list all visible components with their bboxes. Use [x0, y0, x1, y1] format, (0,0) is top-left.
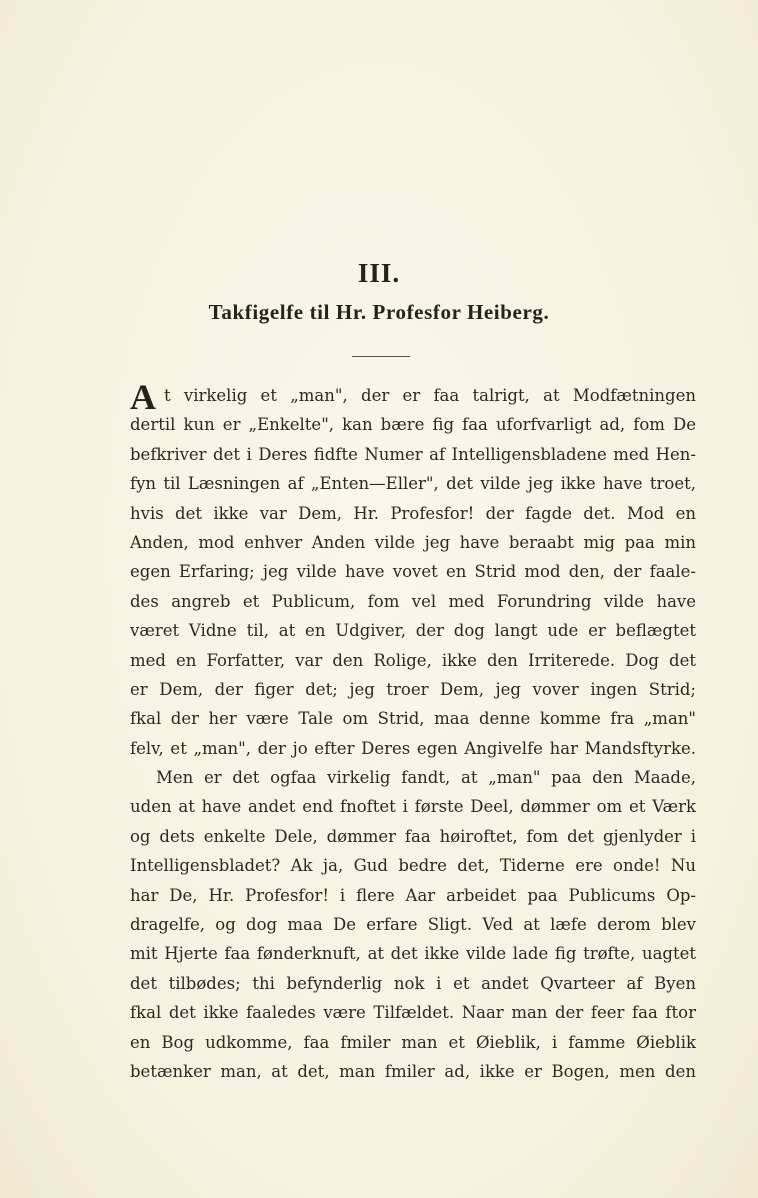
text-line: Anden, mod enhver Anden vilde jeg have beraabt mig paa min — [130, 532, 696, 552]
text-line: des angreb et Publicum, fom vel med Forundring vilde have — [130, 591, 696, 611]
text-line: fyn til Læsningen af „Enten—Eller", det vilde jeg ikke have troet, — [130, 474, 696, 494]
text-line: været Vidne til, at en Udgiver, der dog langt ude er beflægtet — [130, 621, 696, 641]
text-line: Intelligensbladet? Ak ja, Gud bedre det, Tiderne ere onde! Nu — [130, 856, 696, 876]
text-line-content: t virkelig et „man", der er faa talrigt, at Modfætningen — [164, 386, 696, 405]
text-line: en Bog udkomme, faa fmiler man et Øieblik, i famme Øieblik — [130, 1032, 696, 1052]
text-line: befkriver det i Deres fidfte Numer af Intelligensbladene med Hen- — [130, 444, 696, 464]
text-line: fkal det ikke faaledes være Tilfældet. Naar man der feer faa ftor — [130, 1003, 696, 1023]
text-line: Men er det ogfaa virkelig fandt, at „man" paa den Maade, — [156, 768, 696, 788]
text-line: har De, Hr. Profesfor! i flere Aar arbeidet paa Publicums Op- — [130, 885, 696, 905]
text-line: betænker man, at det, man fmiler ad, ikke er Bogen, men den — [130, 1061, 696, 1081]
text-line: hvis det ikke var Dem, Hr. Profesfor! der fagde det. Mod en — [130, 503, 696, 523]
text-line: felv, et „man", der jo efter Deres egen Angivelfe har Mandsftyrke. — [130, 738, 696, 758]
text-line: med en Forfatter, var den Rolige, ikke den Irriterede. Dog det — [130, 650, 696, 670]
text-line: uden at have andet end fnoftet i første Deel, dømmer om et Værk — [130, 797, 696, 817]
text-line: egen Erfaring; jeg vilde have vovet en Strid mod den, der faale- — [130, 562, 696, 582]
body-text — [130, 381, 696, 1086]
drop-cap: A — [130, 381, 156, 411]
text-line: mit Hjerte faa fønderknuft, at det ikke vilde lade fig trøfte, uagtet — [130, 944, 696, 964]
text-line: dertil kun er „Enkelte", kan bære fig faa uforfvarligt ad, fom De — [130, 415, 696, 435]
text-line: dragelfe, og dog maa De erfare Sligt. Ved at læfe derom blev — [130, 915, 696, 935]
chapter-numeral: III. — [357, 258, 401, 288]
title-divider — [352, 356, 410, 357]
text-line: er Dem, der figer det; jeg troer Dem, jeg vover ingen Strid; — [130, 679, 696, 699]
text-line: og dets enkelte Dele, dømmer faa høiroftet, fom det gjenlyder i — [130, 826, 696, 846]
text-line — [130, 381, 696, 410]
text-line: fkal der her være Tale om Strid, maa denne komme fra „man" — [130, 709, 696, 729]
text-line: det tilbødes; thi befynderlig nok i et andet Qvarteer af Byen — [130, 973, 696, 993]
chapter-title: Takfigelfe til Hr. Profesfor Heiberg. — [208, 300, 550, 324]
